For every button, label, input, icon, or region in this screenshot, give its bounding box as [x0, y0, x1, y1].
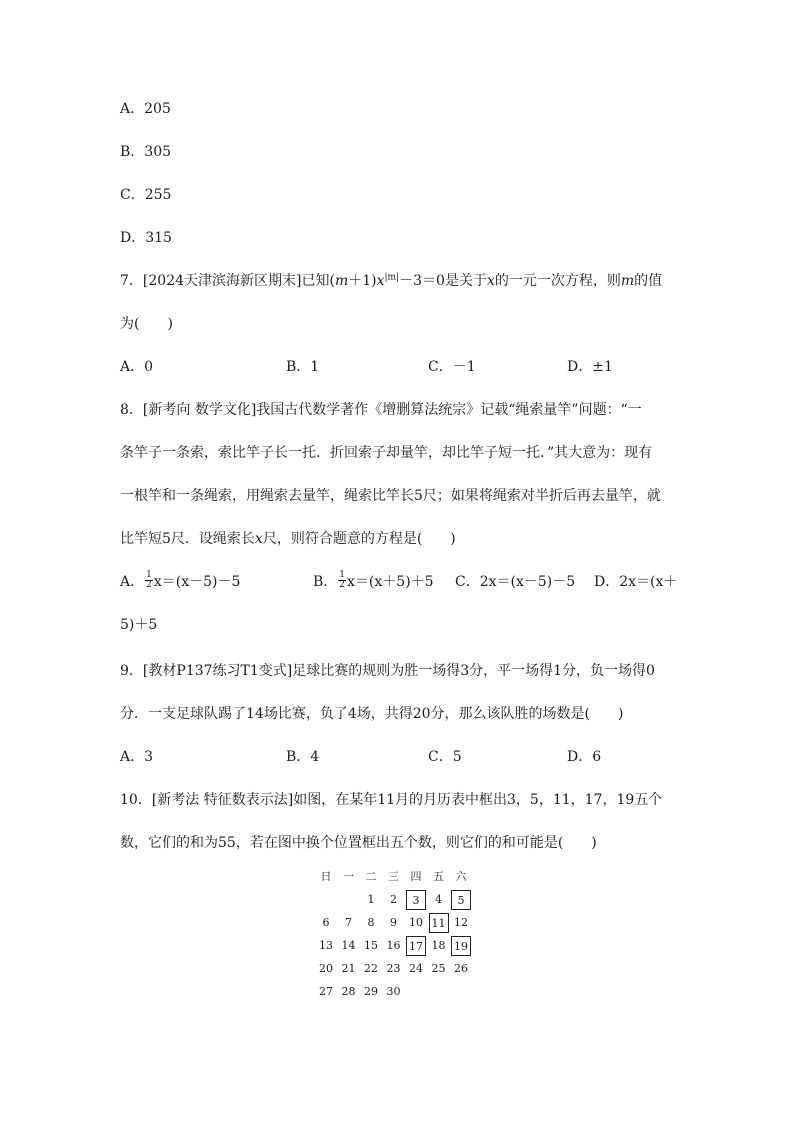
calendar-header: 日	[320, 870, 332, 883]
q9-stem-line1: 9．[教材P137练习T1变式]足球比赛的规则为胜一场得3分，平一场得1分，负一场得0	[120, 663, 655, 679]
q8-option-b: B． $\frac{1}{2}$ x＝(x＋5)＋5	[313, 569, 434, 590]
calendar-day: 21	[341, 962, 356, 975]
q10-stem-line2: 数，它们的和为55，若在图中换个位置框出五个数，则它们的和可能是( )	[120, 835, 597, 851]
fraction-one-half: $\frac{1}{2}$	[146, 569, 152, 590]
q8-option-c: C．2x＝(x－5)－5	[455, 574, 576, 590]
calendar-day-boxed: 11	[429, 913, 449, 933]
q8-stem-line1: 8．[新考向 数学文化]我国古代数学著作《增删算法统宗》记载“绳索量竿”问题：“一	[120, 402, 642, 418]
q7-stem-line1: 7．[2024天津滨海新区期末]已知$(m+1)x^{|m|}-3=0$是关于x的一元一次方程，则m的值	[120, 272, 663, 289]
calendar-day: 16	[386, 939, 401, 952]
calendar-day-boxed: 19	[451, 936, 471, 956]
calendar-day: 7	[345, 916, 352, 929]
calendar-day: 2	[390, 893, 397, 906]
calendar-day: 12	[454, 916, 468, 929]
calendar-day-boxed: 5	[451, 890, 471, 910]
calendar-day: 28	[341, 985, 356, 998]
calendar-day: 18	[431, 939, 446, 952]
calendar-day: 27	[319, 985, 333, 998]
calendar-day: 26	[454, 962, 468, 975]
calendar-day: 25	[431, 962, 446, 975]
calendar-day: 4	[435, 893, 442, 906]
calendar-day: 6	[322, 916, 330, 929]
calendar-header: 六	[455, 870, 467, 883]
calendar-day: 30	[386, 985, 401, 998]
calendar-header: 四	[410, 870, 422, 883]
q9-option-a: A．3	[120, 749, 154, 765]
calendar-day: 15	[364, 939, 378, 952]
calendar-day: 8	[367, 916, 375, 929]
calendar-day: 29	[364, 985, 378, 998]
calendar-day: 13	[319, 939, 333, 952]
fraction-one-half: $\frac{1}{2}$	[339, 569, 346, 590]
q9-option-b: B．4	[286, 749, 320, 765]
q6-option-c: C．255	[120, 187, 172, 203]
q8-option-a: A． $\frac{1}{2}$ x＝(x－5)－5	[120, 569, 241, 590]
calendar-day: 14	[341, 939, 356, 952]
q8-option-d: D．2x＝(x＋	[594, 574, 678, 590]
q10-stem-line1: 10．[新考法 特征数表示法]如图，在某年11月的月历表中框出3，5，11，17，19五个	[120, 792, 663, 808]
calendar-header: 一	[343, 870, 354, 883]
q8-stem-line2: 条竿子一条索，索比竿子长一托．折回索子却量竿，却比竿子短一托．”其大意为：现有	[120, 445, 653, 461]
q6-option-a: A．205	[120, 101, 171, 117]
q7-option-b: B．1	[286, 359, 320, 375]
calendar-day: 23	[386, 962, 401, 975]
q8-stem-line3: 一根竿和一条绳索，用绳索去量竿，绳索比竿长5尺；如果将绳索对半折后再去量竿，就	[120, 488, 661, 504]
q7-stem-line2: 为( )	[120, 316, 173, 332]
q8-option-d-continued: 5)＋5	[120, 617, 158, 633]
calendar-header: 五	[433, 870, 444, 883]
calendar-day: 22	[364, 962, 378, 975]
calendar-header: 二	[365, 870, 377, 883]
q6-option-d: D．315	[120, 230, 172, 246]
q7-option-c: C．－1	[428, 359, 476, 375]
calendar-day: 24	[409, 962, 423, 975]
q6-option-b: B．305	[120, 144, 172, 160]
q9-stem-line2: 分．一支足球队踢了14场比赛，负了4场，共得20分，那么该队胜的场数是( )	[120, 706, 624, 722]
calendar-day: 9	[390, 916, 397, 929]
q8-stem-line4: 比竿短5尺．设绳索长x尺，则符合题意的方程是( )	[120, 531, 456, 547]
calendar-header: 三	[388, 870, 399, 883]
q9-option-c: C．5	[428, 749, 462, 765]
q9-option-d: D．6	[567, 749, 602, 765]
calendar-day: 10	[409, 916, 423, 929]
calendar-day: 1	[367, 893, 375, 906]
q7-option-d: D．±1	[567, 359, 613, 375]
calendar-day-boxed: 17	[406, 936, 426, 956]
calendar-day: 20	[319, 962, 333, 975]
q7-option-a: A．0	[120, 359, 154, 375]
calendar-day-boxed: 3	[406, 890, 426, 910]
